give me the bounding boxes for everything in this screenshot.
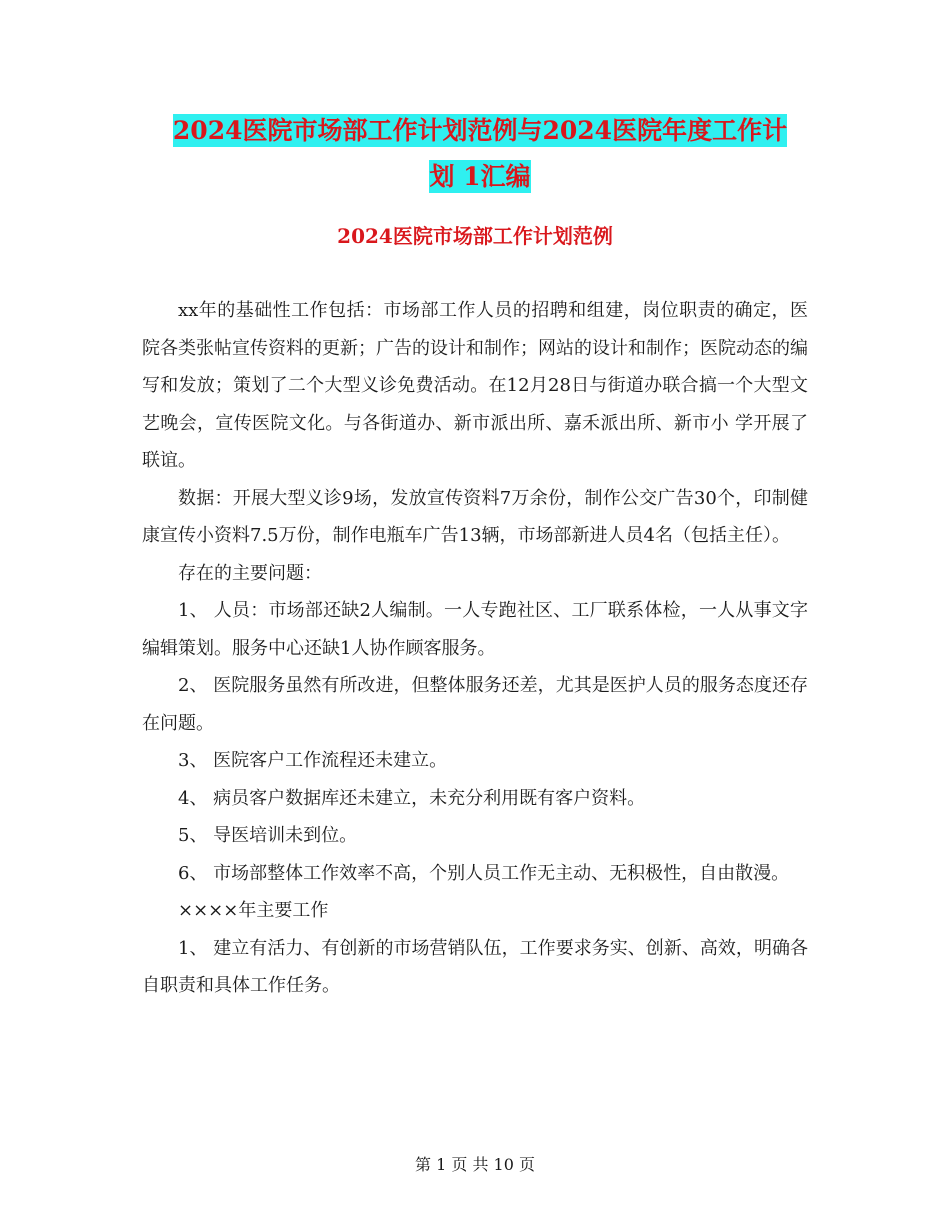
paragraph: 1、 人员：市场部还缺2人编制。一人专跑社区、工厂联系体检，一人从事文字编辑策划。服务中心还缺1人协作顾客服务。	[142, 600, 808, 659]
paragraph: ××××年主要工作	[178, 900, 329, 921]
page-footer: 第 1 页 共 10 页	[415, 1155, 535, 1174]
paragraph: 存在的主要问题：	[178, 562, 322, 584]
paragraph: xx年的基础性工作包括：市场部工作人员的招聘和组建，岗位职责的确定，医院各类张帖宣传资料的更新；广告的设计和制作；网站的设计和制作；医院动态的编写和发放；策划了二个大型义诊免费活动。在12月28日与街道办联合搞一个大型文艺晚会，宣传医院文化。与各街道办、新市派出所、嘉禾派出所、新市小 学开展了联谊。	[142, 300, 808, 471]
paragraph: 3、 医院客户工作流程还未建立。	[178, 750, 448, 771]
paragraph: 1、 建立有活力、有创新的市场营销队伍，工作要求务实、创新、高效，明确各自职责和具体工作任务。	[142, 937, 808, 996]
paragraph: 4、 病员客户数据库还未建立，未充分利用既有客户资料。	[178, 787, 646, 809]
document-title-line-2: 划 1汇编	[429, 162, 531, 191]
paragraph: 数据：开展大型义诊9场，发放宣传资料7万余份，制作公交广告30个，印制健康宣传小资料7.5万份，制作电瓶车广告13辆，市场部新进人员4名（包括主任）。	[142, 487, 808, 546]
section-title: 2024医院市场部工作计划范例	[337, 224, 613, 248]
document-title-line-1: 2024医院市场部工作计划范例与2024医院年度工作计	[172, 116, 788, 145]
document-title	[140, 108, 820, 200]
paragraph: 2、 医院服务虽然有所改进，但整体服务还差，尤其是医护人员的服务态度还存在问题。	[142, 675, 808, 734]
paragraph: 6、 市场部整体工作效率不高，个别人员工作无主动、无积极性，自由散漫。	[178, 862, 790, 884]
paragraph: 5、 导医培训未到位。	[178, 825, 358, 846]
document-body	[142, 292, 808, 1005]
